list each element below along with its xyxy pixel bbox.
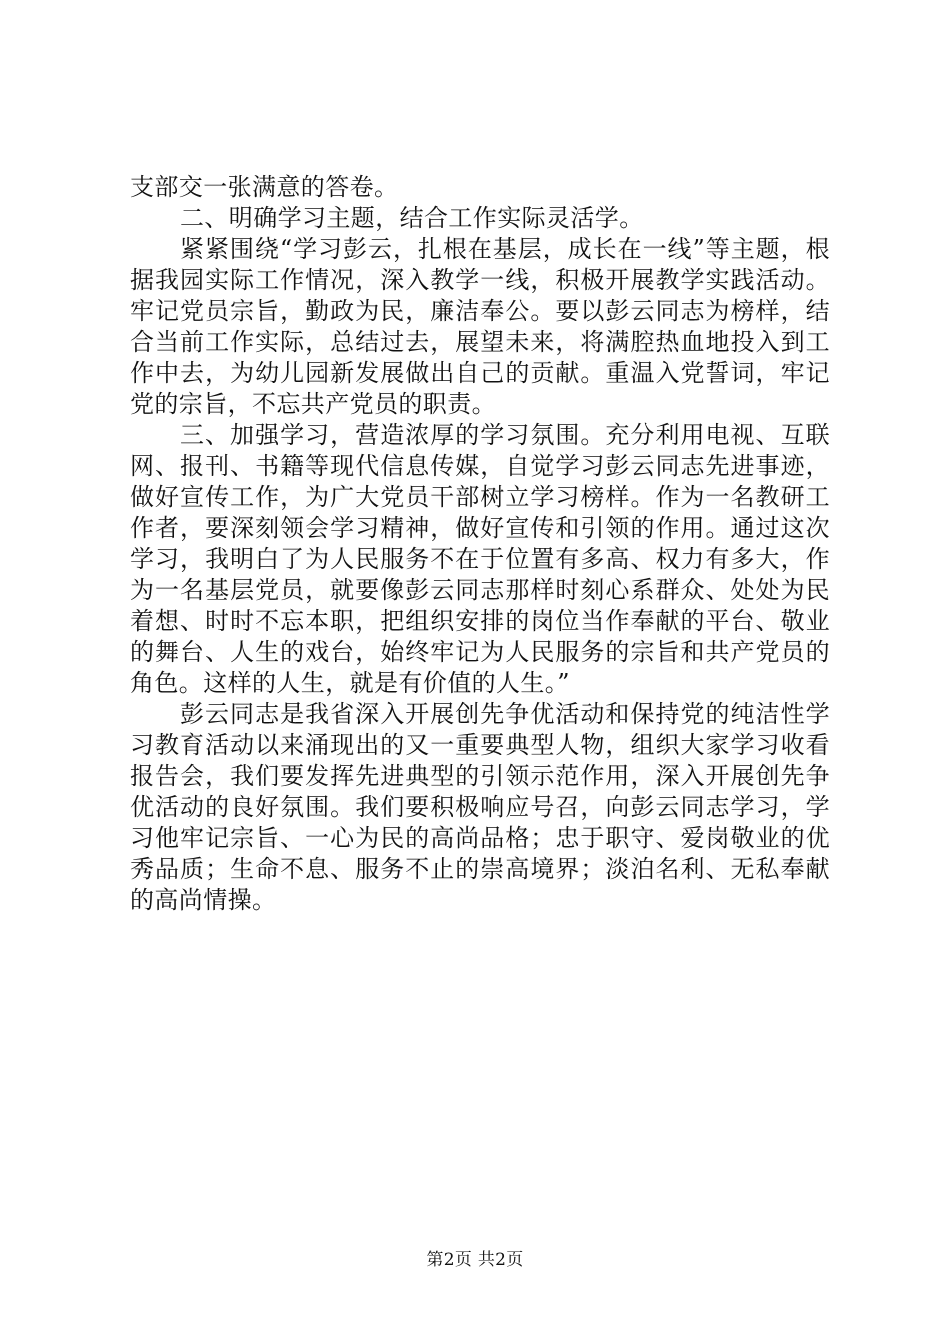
paragraph-closing-line: 支部交一张满意的答卷。 [130,173,399,201]
paragraph-conclusion: 彭云同志是我省深入开展创先争优活动和保持党的纯洁性学习教育活动以来涌现出的又一重要典型人物，组织大家学习收看报告会，我们要发挥先进典型的引领示范作用，深入开展创先争优活动的良好氛围。我们要积极响应号召，向彭云同志学习，学习他牢记宗旨、一心为民的高尚品格；忠于职守、爱岗敬业的优秀品质；生命不息、服务不止的崇高境界；淡泊名利、无私奉献的高尚情操。 [130,700,830,914]
paragraph-section-two-heading: 二、明确学习主题，结合工作实际灵活学。 [180,204,644,232]
paragraph-section-three: 三、加强学习，营造浓厚的学习氛围。充分利用电视、互联网、报刊、书籍等现代信息传媒，自觉学习彭云同志先进事迹，做好宣传工作，为广大党员干部树立学习榜样。作为一名教研工作者，要深刻领会学习精神，做好宣传和引领的作用。通过这次学习，我明白了为人民服务不在于位置有多高、权力有多大，作为一名基层党员，就要像彭云同志那样时刻心系群众、处处为民着想、时时不忘本职，把组织安排的岗位当作奉献的平台、敬业的舞台、人生的戏台，始终牢记为人民服务的宗旨和共产党员的角色。这样的人生，就是有价值的人生。” [130,421,830,697]
document-body [130,172,830,916]
paragraph-section-two-body: 紧紧围绕“学习彭云，扎根在基层，成长在一线”等主题，根据我园实际工作情况，深入教学一线，积极开展教学实践活动。牢记党员宗旨，勤政为民，廉洁奉公。要以彭云同志为榜样，结合当前工作实际，总结过去，展望未来，将满腔热血地投入到工作中去，为幼儿园新发展做出自己的贡献。重温入党誓词，牢记党的宗旨，不忘共产党员的职责。 [130,235,830,418]
page-number-footer: 第2页 共2页 [426,1250,524,1270]
